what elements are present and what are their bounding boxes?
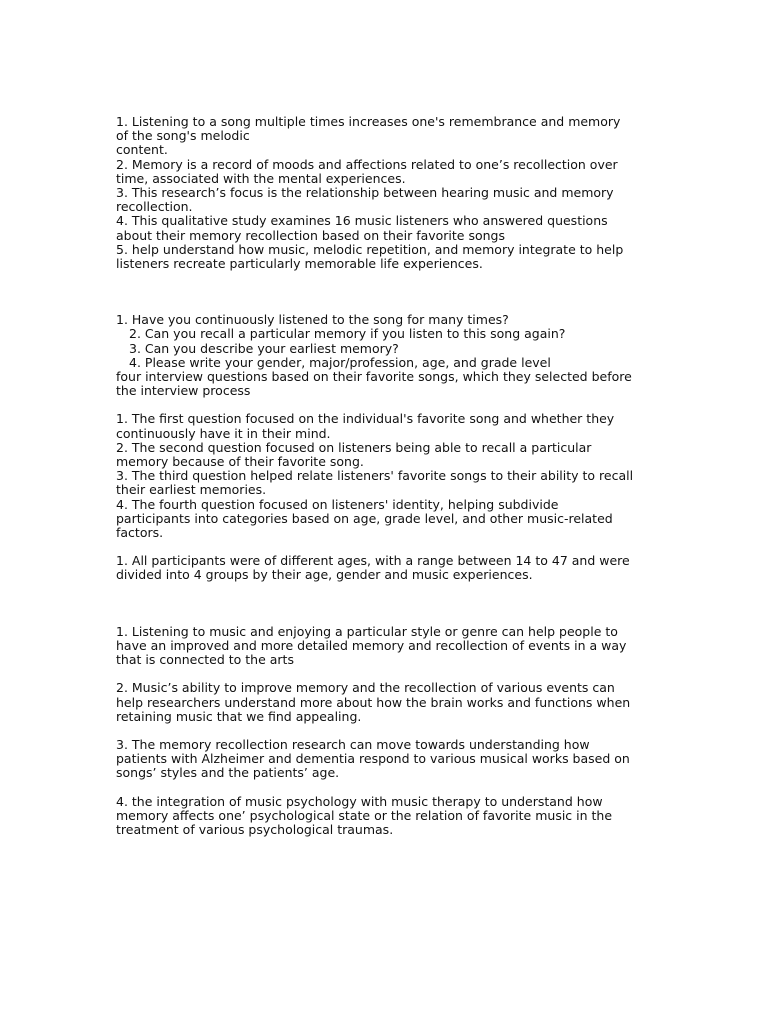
text-line: 3. The third question helped relate listeners' favorite songs to their ability to recall — [116, 468, 634, 484]
text-line: retaining music that we find appealing. — [116, 708, 362, 724]
spacer — [116, 667, 656, 681]
text-line: about their memory recollection based on their favorite songs — [116, 227, 506, 243]
text-line: 1. Listening to a song multiple times increases one's remembrance and memory — [116, 114, 621, 129]
text-line: 4. The fourth question focused on listeners' identity, helping subdivide — [116, 496, 559, 512]
question-line: 2. Can you recall a particular memory if you listen to this song again? — [129, 326, 566, 342]
text-line: 2. Music’s ability to improve memory and the recollection of various events can — [116, 680, 615, 696]
text-line: 1. The first question focused on the individual's favorite song and whether they — [116, 411, 615, 427]
text-line: content. — [116, 142, 168, 158]
text-line: 3. This research’s focus is the relationship between hearing music and memory — [116, 185, 614, 201]
question-focus-section — [116, 412, 656, 540]
text-line: treatment of various psychological traumas. — [116, 821, 394, 837]
text-line: 1. All participants were of different ages, with a range between 14 to 47 and were — [116, 553, 630, 569]
text-line: of the song's melodic — [116, 128, 250, 144]
spacer — [116, 583, 656, 625]
text-line: that is connected to the arts — [116, 652, 294, 668]
text-line: time, associated with the mental experiences. — [116, 170, 406, 186]
text-line: the interview process — [116, 383, 251, 399]
text-line: their earliest memories. — [116, 482, 267, 498]
spacer — [116, 540, 656, 554]
spacer — [116, 398, 656, 412]
text-line: 3. The memory recollection research can move towards understanding how — [116, 736, 590, 752]
text-line: memory affects one’ psychological state or the relation of favorite music in the — [116, 807, 613, 823]
question-line: 4. Please write your gender, major/profession, age, and grade level — [129, 354, 551, 370]
text-line: 2. Memory is a record of moods and affections related to one’s recollection over — [116, 156, 618, 172]
text-line: participants into categories based on age, grade level, and other music-related — [116, 510, 613, 526]
text-line: divided into 4 groups by their age, gender and music experiences. — [116, 567, 533, 583]
text-line: memory because of their favorite song. — [116, 454, 364, 470]
text-line: 4. the integration of music psychology with music therapy to understand how — [116, 793, 603, 809]
introduction-section — [116, 115, 656, 271]
participants-section — [116, 554, 656, 582]
text-line: help researchers understand more about how the brain works and functions when — [116, 694, 631, 710]
interview-questions-section — [116, 313, 656, 398]
text-line: patients with Alzheimer and dementia respond to various musical works based on — [116, 751, 630, 767]
text-line: listeners recreate particularly memorable life experiences. — [116, 256, 483, 272]
spacer — [116, 271, 656, 313]
text-line: continuously have it in their mind. — [116, 425, 331, 441]
text-line: four interview questions based on their favorite songs, which they selected before — [116, 369, 632, 385]
text-line: have an improved and more detailed memory and recollection of events in a way — [116, 637, 627, 653]
question-line: 3. Can you describe your earliest memory? — [129, 340, 399, 356]
text-line: songs’ styles and the patients’ age. — [116, 765, 340, 781]
document-page — [116, 115, 656, 837]
text-line: 2. The second question focused on listeners being able to recall a particular — [116, 439, 592, 455]
spacer — [116, 724, 656, 738]
text-line: 5. help understand how music, melodic repetition, and memory integrate to help — [116, 241, 624, 257]
text-line: 4. This qualitative study examines 16 music listeners who answered questions — [116, 213, 608, 229]
text-line: recollection. — [116, 199, 193, 215]
implications-section — [116, 625, 656, 837]
spacer — [116, 781, 656, 795]
text-line: factors. — [116, 525, 164, 541]
question-line: 1. Have you continuously listened to the song for many times? — [116, 312, 509, 328]
text-line: 1. Listening to music and enjoying a particular style or genre can help people to — [116, 623, 618, 639]
